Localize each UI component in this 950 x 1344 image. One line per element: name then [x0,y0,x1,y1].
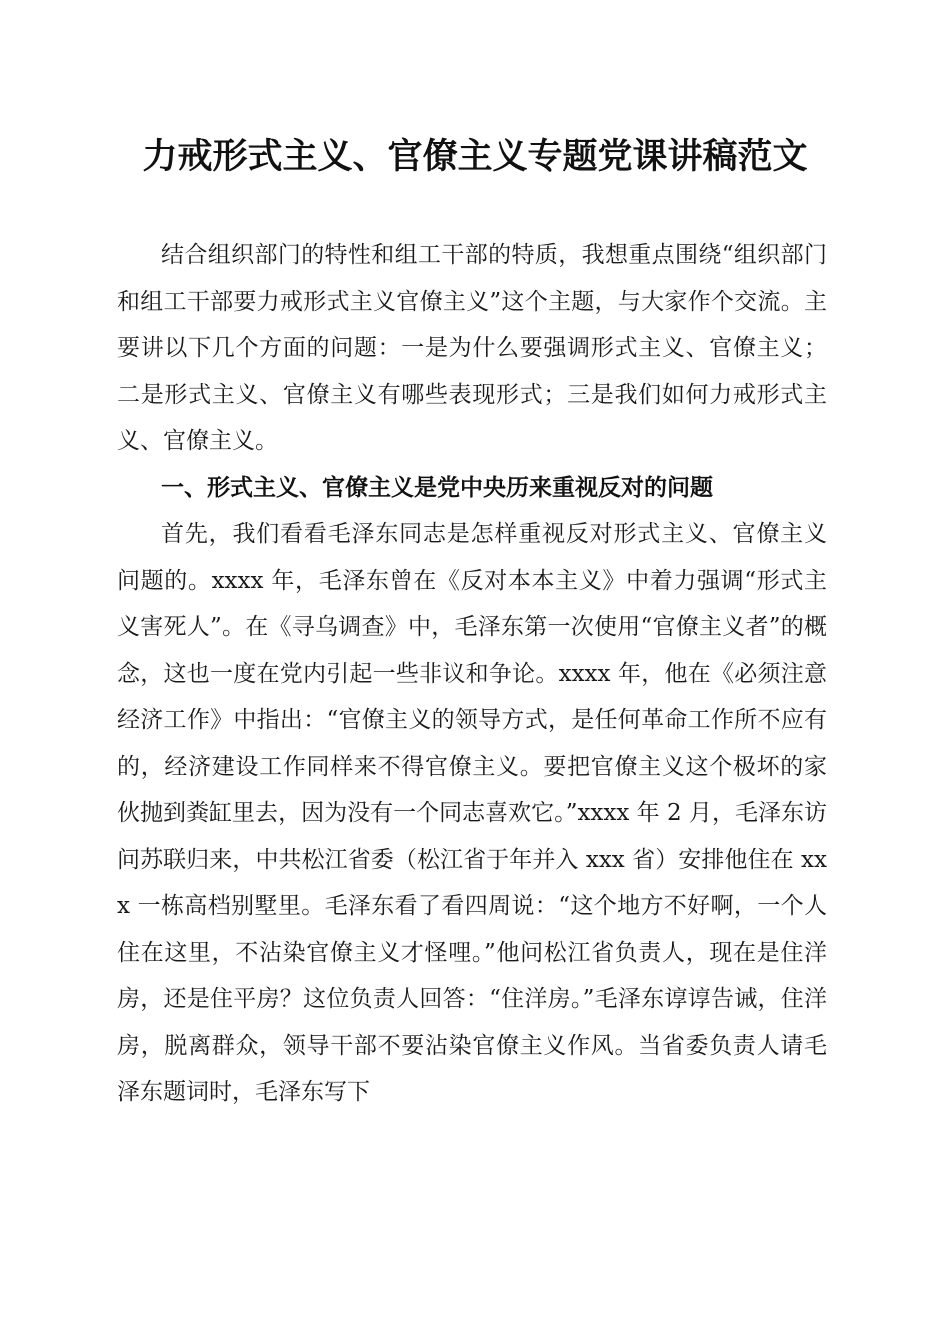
section-heading-1: 一、形式主义、官僚主义是党中央历来重视反对的问题 [161,474,713,501]
document-title: 力戒形式主义、官僚主义专题党课讲稿范文 [142,136,808,177]
paragraph-section-1: 首先，我们看看毛泽东同志是怎样重视反对形式主义、官僚主义问题的。xxxx 年，毛泽东曾在《反对本本主义》中着力强调“形式主义害死人”。在《寻乌调查》中，毛泽东第一次使用“官僚主义者”的概念，这也一度在党内引起一些非议和争论。xxxx 年，他在《必须注意经济工作》中指出：“官僚主义的领导方式，是任何革命工作所不应有的，经济建设工作同样来不得官僚主义。要把官僚主义这个极坏的家伙抛到粪缸里去，因为没有一个同志喜欢它。”xxxx 年 2 月，毛泽东访问苏联归来，中共松江省委（松江省于年并入 xxx 省）安排他住在 xxx 一栋高档别墅里。毛泽东看了看四周说：“这个地方不好啊，一个人住在这里，不沾染官僚主义才怪哩。”他问松江省负责人，现在是住洋房，还是住平房？这位负责人回答：“住洋房。”毛泽东谆谆告诫，住洋房，脱离群众，领导干部不要沾染官僚主义作风。当省委负责人请毛泽东题词时，毛泽东写下 [117,521,827,1105]
paragraph-intro: 结合组织部门的特性和组工干部的特质，我想重点围绕“组织部门和组工干部要力戒形式主义官僚主义”这个主题，与大家作个交流。主要讲以下几个方面的问题：一是为什么要强调形式主义、官僚主义；二是形式主义、官僚主义有哪些表现形式；三是我们如何力戒形式主义、官僚主义。 [117,242,827,454]
document-body [117,232,827,1116]
